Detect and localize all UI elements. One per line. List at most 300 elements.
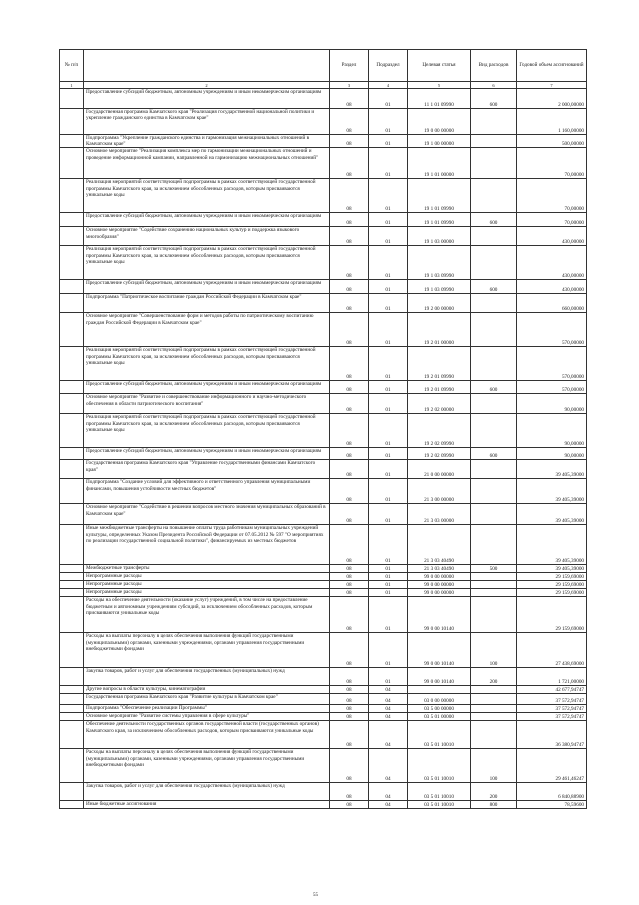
row-exptype-cell — [471, 109, 517, 135]
row-subsection-cell: 01 — [369, 227, 408, 246]
table-row — [60, 448, 587, 460]
row-num-cell — [60, 573, 84, 581]
row-target-cell: 19 1 03 09990 — [408, 246, 471, 280]
row-amount-cell: 29 159,69000 — [517, 573, 587, 581]
row-subsection-cell: 01 — [369, 414, 408, 448]
row-amount-cell: 1 160,00000 — [517, 109, 587, 135]
row-section-cell: 08 — [330, 504, 369, 525]
row-section-cell: 08 — [330, 179, 369, 213]
row-name-cell: Закупка товаров, работ и услуг для обеспечения государственных (муниципальных) нужд — [84, 783, 330, 801]
row-amount-cell: 29 159,69000 — [517, 597, 587, 633]
row-exptype-cell: 200 — [471, 783, 517, 801]
row-num-cell — [60, 525, 84, 565]
row-section-cell: 08 — [330, 573, 369, 581]
row-amount-cell: 90,00000 — [517, 448, 587, 460]
row-exptype-cell: 500 — [471, 565, 517, 573]
row-section-cell: 08 — [330, 381, 369, 394]
row-amount-cell: 39 405,39000 — [517, 565, 587, 573]
table-row — [60, 109, 587, 135]
table-row — [60, 573, 587, 581]
row-name-cell: Расходы на выплаты персоналу в целях обеспечения выполнения функций государственными (муниципальными) органами, казенными учреждениями, органами управления государственными внебюджетными фондами — [84, 633, 330, 668]
row-name-cell: Государственная программа Камчатского края "Реализация государственной национальной политики и укрепление гражданского единства в Камчатском крае" — [84, 109, 330, 135]
row-name-cell: Реализация мероприятий соответствующей подпрограммы в рамках соответствующей государственной программы Камчатского края, за исключением обособленных расходов, которым присваиваются уникальные коды — [84, 347, 330, 381]
header-amount: Годовой объем ассигнований — [517, 50, 587, 82]
row-amount-cell: 70,00000 — [517, 148, 587, 179]
row-section-cell: 08 — [330, 148, 369, 179]
row-name-cell: Расходы на обеспечение деятельности (оказание услуг) учреждений, в том числе на предоставление бюджетным и автономным учреждениям субсидий, за исключением обособленных расходов, которым присваиваются уникальные коды — [84, 597, 330, 633]
row-amount-cell: 2 000,00000 — [517, 89, 587, 109]
row-exptype-cell — [471, 597, 517, 633]
row-num-cell — [60, 135, 84, 148]
row-section-cell: 08 — [330, 686, 369, 694]
row-name-cell: Основное мероприятие "Содействие сохранению национальных культур и поддержка языкового многообразия" — [84, 227, 330, 246]
column-number: 6 — [471, 82, 517, 89]
row-amount-cell: 29 159,69000 — [517, 581, 587, 589]
column-number: 1 — [60, 82, 84, 89]
row-num-cell — [60, 381, 84, 394]
row-exptype-cell: 600 — [471, 213, 517, 227]
row-amount-cell: 1 721,00000 — [517, 668, 587, 686]
row-name-cell: Основное мероприятие "Совершенствование форм и методов работы по патриотическому воспитанию граждан Российской Федерации в Камчатском крае" — [84, 313, 330, 347]
header-subsection: Подраздел — [369, 50, 408, 82]
row-name-cell: Обеспечение деятельности государственных органов государственной власти (государственных органов) Камчатского края, за исключением обособленных расходов, которым присваиваются уникальные коды — [84, 721, 330, 749]
header-num: № п/п — [60, 50, 84, 82]
row-section-cell: 08 — [330, 479, 369, 504]
row-name-cell: Непрограммные расходы — [84, 573, 330, 581]
row-num-cell — [60, 280, 84, 294]
row-section-cell: 08 — [330, 597, 369, 633]
row-amount-cell: 78,59600 — [517, 801, 587, 809]
row-target-cell: 03 0 00 00000 — [408, 694, 471, 705]
row-name-cell: Государственная программа Камчатского края "Развитие культуры в Камчатском крае" — [84, 694, 330, 705]
row-subsection-cell: 01 — [369, 460, 408, 479]
row-target-cell: 21 3 00 00000 — [408, 479, 471, 504]
row-target-cell: 99 0 00 00000 — [408, 589, 471, 597]
row-name-cell: Предоставление субсидий бюджетным, автономным учреждениям и иным некоммерческим организациям — [84, 213, 330, 227]
row-subsection-cell: 01 — [369, 479, 408, 504]
row-target-cell: 03 5 01 10010 — [408, 721, 471, 749]
row-subsection-cell: 01 — [369, 573, 408, 581]
table-row — [60, 721, 587, 749]
row-num-cell — [60, 721, 84, 749]
table-row — [60, 504, 587, 525]
row-exptype-cell — [471, 394, 517, 414]
row-target-cell — [408, 686, 471, 694]
row-exptype-cell — [471, 347, 517, 381]
row-exptype-cell — [471, 573, 517, 581]
row-exptype-cell — [471, 504, 517, 525]
row-target-cell: 19 1 01 09990 — [408, 179, 471, 213]
row-num-cell — [60, 686, 84, 694]
table-row — [60, 783, 587, 801]
table-row — [60, 565, 587, 573]
table-row — [60, 668, 587, 686]
row-target-cell: 03 5 01 00000 — [408, 713, 471, 721]
row-num-cell — [60, 347, 84, 381]
row-name-cell: Межбюджетные трансферты — [84, 565, 330, 573]
row-amount-cell: 39 405,39000 — [517, 479, 587, 504]
row-exptype-cell — [471, 705, 517, 713]
row-subsection-cell: 01 — [369, 135, 408, 148]
row-name-cell: Основное мероприятие "Развитие системы управления в сфере культуры" — [84, 713, 330, 721]
row-num-cell — [60, 565, 84, 573]
row-name-cell: Подпрограмма "Обеспечение реализации Программы" — [84, 705, 330, 713]
row-target-cell: 21 3 03 40490 — [408, 565, 471, 573]
row-amount-cell: 570,00000 — [517, 313, 587, 347]
row-amount-cell: 37 572,94747 — [517, 705, 587, 713]
row-section-cell: 08 — [330, 109, 369, 135]
column-number: 4 — [369, 82, 408, 89]
row-section-cell: 08 — [330, 633, 369, 668]
row-num-cell — [60, 148, 84, 179]
row-target-cell: 19 1 00 00000 — [408, 135, 471, 148]
row-section-cell: 08 — [330, 565, 369, 573]
row-amount-cell: 37 572,94747 — [517, 694, 587, 705]
row-section-cell: 08 — [330, 280, 369, 294]
row-target-cell: 99 0 00 10140 — [408, 597, 471, 633]
row-exptype-cell: 800 — [471, 801, 517, 809]
row-subsection-cell: 01 — [369, 280, 408, 294]
row-num-cell — [60, 227, 84, 246]
row-subsection-cell: 01 — [369, 246, 408, 280]
row-target-cell: 03 5 01 10010 — [408, 783, 471, 801]
row-target-cell: 19 1 03 00000 — [408, 227, 471, 246]
row-amount-cell: 6 840,88900 — [517, 783, 587, 801]
table-row — [60, 525, 587, 565]
row-num-cell — [60, 89, 84, 109]
row-subsection-cell: 01 — [369, 347, 408, 381]
row-subsection-cell: 04 — [369, 713, 408, 721]
row-section-cell: 08 — [330, 135, 369, 148]
table-row — [60, 460, 587, 479]
row-amount-cell: 90,00000 — [517, 414, 587, 448]
row-exptype-cell — [471, 460, 517, 479]
table-row — [60, 213, 587, 227]
row-exptype-cell: 600 — [471, 280, 517, 294]
row-amount-cell: 70,00000 — [517, 213, 587, 227]
header-exptype: Вид расходов — [471, 50, 517, 82]
row-exptype-cell — [471, 686, 517, 694]
table-row — [60, 801, 587, 809]
row-amount-cell: 430,00000 — [517, 280, 587, 294]
row-exptype-cell: 100 — [471, 749, 517, 783]
row-name-cell: Основное мероприятие "Развитие и совершенствование информационного и научно-методического обеспечения в области патриотического воспитания" — [84, 394, 330, 414]
row-exptype-cell — [471, 713, 517, 721]
row-amount-cell: 37 572,94747 — [517, 713, 587, 721]
table-row — [60, 294, 587, 313]
table-row — [60, 694, 587, 705]
table-row — [60, 597, 587, 633]
row-exptype-cell — [471, 479, 517, 504]
table-row — [60, 394, 587, 414]
row-target-cell: 19 2 02 09990 — [408, 414, 471, 448]
row-section-cell: 08 — [330, 347, 369, 381]
row-name-cell: Непрограммные расходы — [84, 581, 330, 589]
table-row — [60, 148, 587, 179]
row-exptype-cell: 600 — [471, 448, 517, 460]
column-number-row — [60, 82, 587, 89]
row-section-cell: 08 — [330, 589, 369, 597]
row-section-cell: 08 — [330, 227, 369, 246]
row-subsection-cell: 01 — [369, 89, 408, 109]
row-target-cell: 99 0 00 10140 — [408, 668, 471, 686]
row-name-cell: Закупка товаров, работ и услуг для обеспечения государственных (муниципальных) нужд — [84, 668, 330, 686]
column-number: 2 — [84, 82, 330, 89]
row-section-cell: 08 — [330, 668, 369, 686]
row-section-cell: 08 — [330, 246, 369, 280]
table-row — [60, 705, 587, 713]
row-section-cell: 08 — [330, 525, 369, 565]
row-exptype-cell — [471, 589, 517, 597]
row-target-cell: 03 5 01 10010 — [408, 801, 471, 809]
row-amount-cell: 430,00000 — [517, 246, 587, 280]
row-target-cell: 19 2 01 09990 — [408, 381, 471, 394]
row-num-cell — [60, 597, 84, 633]
row-exptype-cell — [471, 179, 517, 213]
row-subsection-cell: 01 — [369, 589, 408, 597]
row-num-cell — [60, 783, 84, 801]
header-section: Раздел — [330, 50, 369, 82]
row-target-cell: 03 5 00 00000 — [408, 705, 471, 713]
row-num-cell — [60, 460, 84, 479]
row-num-cell — [60, 109, 84, 135]
table-row — [60, 686, 587, 694]
table-row — [60, 581, 587, 589]
row-subsection-cell: 01 — [369, 525, 408, 565]
table-row — [60, 313, 587, 347]
row-section-cell: 08 — [330, 414, 369, 448]
table-body — [60, 89, 587, 809]
row-exptype-cell: 600 — [471, 381, 517, 394]
table-row — [60, 89, 587, 109]
table-row — [60, 749, 587, 783]
row-subsection-cell: 01 — [369, 179, 408, 213]
row-section-cell: 08 — [330, 801, 369, 809]
row-name-cell: Другие вопросы в области культуры, кинематографии — [84, 686, 330, 694]
row-section-cell: 08 — [330, 313, 369, 347]
row-exptype-cell — [471, 694, 517, 705]
row-target-cell: 21 3 03 00000 — [408, 504, 471, 525]
table-row — [60, 479, 587, 504]
row-name-cell: Непрограммные расходы — [84, 589, 330, 597]
row-target-cell: 03 5 01 10010 — [408, 749, 471, 783]
row-target-cell: 99 0 00 10140 — [408, 633, 471, 668]
row-name-cell: Реализация мероприятий соответствующей подпрограммы в рамках соответствующей государственной программы Камчатского края, за исключением обособленных расходов, которым присваиваются уникальные коды — [84, 179, 330, 213]
table-row — [60, 227, 587, 246]
row-target-cell: 99 0 00 00000 — [408, 573, 471, 581]
row-num-cell — [60, 414, 84, 448]
row-target-cell: 21 3 03 40490 — [408, 525, 471, 565]
row-subsection-cell: 04 — [369, 694, 408, 705]
row-subsection-cell: 04 — [369, 801, 408, 809]
table-row — [60, 347, 587, 381]
row-num-cell — [60, 801, 84, 809]
row-num-cell — [60, 394, 84, 414]
row-target-cell: 19 0 00 00000 — [408, 109, 471, 135]
table-row — [60, 179, 587, 213]
row-num-cell — [60, 294, 84, 313]
row-section-cell: 08 — [330, 460, 369, 479]
row-num-cell — [60, 246, 84, 280]
table-row — [60, 135, 587, 148]
row-exptype-cell: 100 — [471, 633, 517, 668]
row-name-cell: Предоставление субсидий бюджетным, автономным учреждениям и иным некоммерческим организациям — [84, 381, 330, 394]
row-target-cell: 19 2 02 00000 — [408, 394, 471, 414]
row-amount-cell: 39 405,39000 — [517, 504, 587, 525]
row-exptype-cell — [471, 135, 517, 148]
table-row — [60, 381, 587, 394]
row-section-cell: 08 — [330, 213, 369, 227]
row-amount-cell: 430,00000 — [517, 227, 587, 246]
row-section-cell: 08 — [330, 749, 369, 783]
row-exptype-cell — [471, 294, 517, 313]
row-amount-cell: 39 405,39000 — [517, 525, 587, 565]
row-subsection-cell: 01 — [369, 504, 408, 525]
row-subsection-cell: 01 — [369, 109, 408, 135]
row-target-cell: 11 1 01 09990 — [408, 89, 471, 109]
row-subsection-cell: 04 — [369, 721, 408, 749]
row-subsection-cell: 01 — [369, 213, 408, 227]
row-target-cell: 19 1 01 00000 — [408, 148, 471, 179]
row-exptype-cell — [471, 414, 517, 448]
row-target-cell: 99 0 00 00000 — [408, 581, 471, 589]
row-target-cell: 19 1 03 09990 — [408, 280, 471, 294]
row-amount-cell: 39 405,39000 — [517, 460, 587, 479]
row-target-cell: 19 2 01 09990 — [408, 347, 471, 381]
row-num-cell — [60, 749, 84, 783]
row-name-cell: Подпрограмма "Патриотическое воспитание граждан Российской Федерации в Камчатском крае" — [84, 294, 330, 313]
row-subsection-cell: 01 — [369, 448, 408, 460]
row-num-cell — [60, 713, 84, 721]
row-target-cell: 19 2 01 00000 — [408, 313, 471, 347]
row-section-cell: 08 — [330, 581, 369, 589]
row-subsection-cell: 01 — [369, 148, 408, 179]
row-subsection-cell: 01 — [369, 381, 408, 394]
row-num-cell — [60, 504, 84, 525]
table-row — [60, 246, 587, 280]
row-num-cell — [60, 589, 84, 597]
table-row — [60, 713, 587, 721]
row-section-cell: 08 — [330, 694, 369, 705]
row-subsection-cell: 01 — [369, 313, 408, 347]
row-exptype-cell: 200 — [471, 668, 517, 686]
row-section-cell: 08 — [330, 705, 369, 713]
row-section-cell: 08 — [330, 721, 369, 749]
row-exptype-cell — [471, 581, 517, 589]
header-name — [84, 50, 330, 82]
row-subsection-cell: 01 — [369, 394, 408, 414]
budget-table — [59, 49, 587, 809]
table-row — [60, 280, 587, 294]
row-amount-cell: 29 461,46247 — [517, 749, 587, 783]
row-subsection-cell: 01 — [369, 294, 408, 313]
row-target-cell: 19 2 00 00000 — [408, 294, 471, 313]
row-amount-cell: 660,00000 — [517, 294, 587, 313]
row-num-cell — [60, 633, 84, 668]
row-exptype-cell — [471, 148, 517, 179]
table-header-row — [60, 50, 587, 82]
row-num-cell — [60, 313, 84, 347]
row-amount-cell: 570,00000 — [517, 347, 587, 381]
row-name-cell: Иные бюджетные ассигнования — [84, 801, 330, 809]
table-row — [60, 414, 587, 448]
row-subsection-cell: 01 — [369, 633, 408, 668]
row-subsection-cell: 01 — [369, 581, 408, 589]
row-target-cell: 19 1 01 09990 — [408, 213, 471, 227]
row-num-cell — [60, 479, 84, 504]
row-section-cell: 08 — [330, 294, 369, 313]
header-target: Целевая статья — [408, 50, 471, 82]
row-section-cell: 08 — [330, 394, 369, 414]
row-exptype-cell — [471, 525, 517, 565]
row-section-cell: 08 — [330, 448, 369, 460]
row-num-cell — [60, 179, 84, 213]
row-section-cell: 08 — [330, 89, 369, 109]
table-row — [60, 589, 587, 597]
row-exptype-cell — [471, 227, 517, 246]
row-name-cell: Государственная программа Камчатского края "Управление государственными финансами Камчатского края" — [84, 460, 330, 479]
row-target-cell: 21 0 00 00000 — [408, 460, 471, 479]
row-num-cell — [60, 668, 84, 686]
row-name-cell: Реализация мероприятий соответствующей подпрограммы в рамках соответствующей государственной программы Камчатского края, за исключением обособленных расходов, которым присваиваются уникальные коды — [84, 246, 330, 280]
column-number: 3 — [330, 82, 369, 89]
row-name-cell: Основное мероприятие "Содействие в решении вопросов местного значения муниципальных образований в Камчатском крае" — [84, 504, 330, 525]
row-name-cell: Иные межбюджетные трансферты на повышение оплаты труда работникам муниципальных учреждений культуры, определенных Указом Президента Российской Федерации от 07.05.2012 № 597 "О мероприятиях по реализации государственной социальной политики", финансируемых из местных бюджетов — [84, 525, 330, 565]
row-subsection-cell: 04 — [369, 749, 408, 783]
row-amount-cell: 500,00000 — [517, 135, 587, 148]
row-num-cell — [60, 581, 84, 589]
row-amount-cell: 36 380,94747 — [517, 721, 587, 749]
row-num-cell — [60, 213, 84, 227]
row-amount-cell: 70,00000 — [517, 179, 587, 213]
row-section-cell: 08 — [330, 713, 369, 721]
row-name-cell: Подпрограмма "Создание условий для эффективного и ответственного управления муниципальными финансами, повышения устойчивости местных бюджетов" — [84, 479, 330, 504]
row-exptype-cell — [471, 313, 517, 347]
table-row — [60, 633, 587, 668]
column-number: 7 — [517, 82, 587, 89]
row-exptype-cell: 600 — [471, 89, 517, 109]
column-number: 5 — [408, 82, 471, 89]
page-number: 55 — [313, 893, 318, 898]
row-name-cell: Основное мероприятие "Реализация комплекса мер по гармонизации межнациональных отношений и проведение информационной кампании, направленной на гармонизацию межнациональных отношений" — [84, 148, 330, 179]
row-amount-cell: 27 438,69000 — [517, 633, 587, 668]
row-name-cell: Предоставление субсидий бюджетным, автономным учреждениям и иным некоммерческим организациям — [84, 448, 330, 460]
row-subsection-cell: 04 — [369, 783, 408, 801]
row-subsection-cell: 01 — [369, 565, 408, 573]
row-name-cell: Подпрограмма "Укрепление гражданского единства и гармонизация межнациональных отношений в Камчатском крае" — [84, 135, 330, 148]
row-amount-cell: 29 159,69000 — [517, 589, 587, 597]
row-subsection-cell: 01 — [369, 668, 408, 686]
row-target-cell: 19 2 02 09990 — [408, 448, 471, 460]
row-amount-cell: 42 677,94747 — [517, 686, 587, 694]
row-amount-cell: 90,00000 — [517, 394, 587, 414]
row-name-cell: Реализация мероприятий соответствующей подпрограммы в рамках соответствующей государственной программы Камчатского края, за исключением обособленных расходов, которым присваиваются уникальные коды — [84, 414, 330, 448]
row-subsection-cell: 04 — [369, 686, 408, 694]
row-section-cell: 08 — [330, 783, 369, 801]
row-name-cell: Предоставление субсидий бюджетным, автономным учреждениям и иным некоммерческим организациям — [84, 280, 330, 294]
row-name-cell: Расходы на выплаты персоналу в целях обеспечения выполнения функций государственными (муниципальными) органами, казенными учреждениями, органами управления государственными внебюджетными фондами — [84, 749, 330, 783]
row-subsection-cell: 04 — [369, 705, 408, 713]
row-exptype-cell — [471, 721, 517, 749]
row-num-cell — [60, 694, 84, 705]
row-num-cell — [60, 705, 84, 713]
budget-document — [59, 49, 586, 809]
row-amount-cell: 570,00000 — [517, 381, 587, 394]
row-subsection-cell: 01 — [369, 597, 408, 633]
row-num-cell — [60, 448, 84, 460]
row-exptype-cell — [471, 246, 517, 280]
row-name-cell: Предоставление субсидий бюджетным, автономным учреждениям и иным некоммерческим организациям — [84, 89, 330, 109]
